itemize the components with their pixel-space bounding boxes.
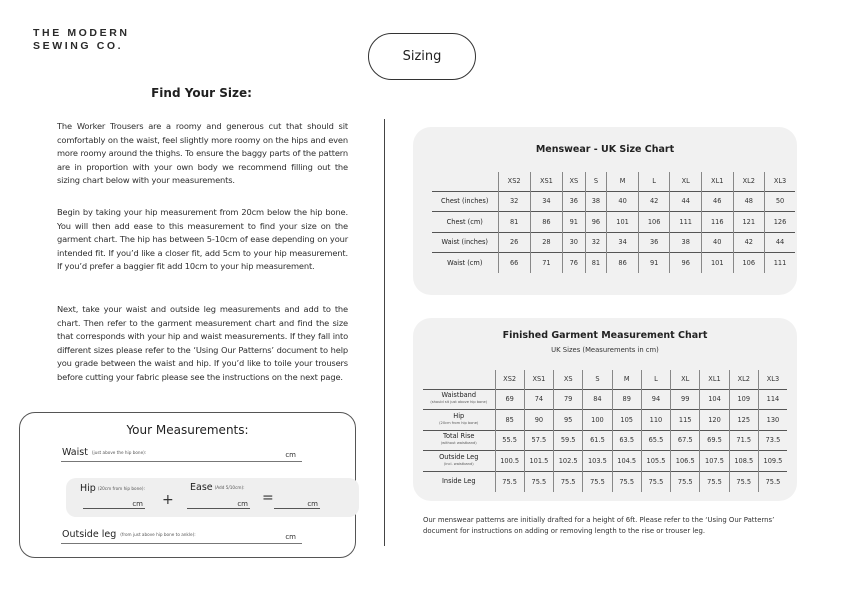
table-cell: 36 [563, 191, 586, 212]
size-header: M [607, 172, 639, 191]
table-cell: 103.5 [583, 451, 612, 472]
size-header: XL3 [765, 172, 795, 191]
table-row [432, 212, 795, 233]
table-cell: 57.5 [524, 430, 553, 451]
your-measurements-title: Your Measurements: [126, 423, 249, 437]
row-label-cell [432, 232, 498, 253]
table-cell: 65.5 [641, 430, 670, 451]
table-cell: 126 [765, 212, 795, 233]
table-row [423, 471, 787, 492]
table-row [423, 430, 787, 451]
table-cell: 96 [585, 212, 607, 233]
table-cell: 75.5 [495, 471, 524, 492]
row-label: Waist (cm) [447, 259, 483, 267]
table-cell: 86 [530, 212, 562, 233]
table-cell: 101 [701, 253, 733, 274]
outside-leg-measurement-field[interactable] [61, 528, 302, 544]
table-cell: 90 [524, 410, 553, 431]
table-cell: 75.5 [700, 471, 729, 492]
row-label-cell [432, 191, 498, 212]
outside-leg-note: (from just above hip bone to ankle): [120, 532, 196, 537]
waist-label: Waist [62, 447, 88, 458]
menswear-chart-title: Menswear - UK Size Chart [535, 144, 675, 155]
ease-unit: cm [237, 500, 248, 508]
hip-note: (20cm from hip bone): [97, 486, 145, 491]
row-note: (20cm from hip bone) [439, 420, 479, 425]
size-header: XS1 [524, 370, 553, 389]
hip-instructions-paragraph: Begin by taking your hip measurement from 20cm below the hip bone. You will then add ease to this measurement to find your size on the garment chart. The hip has between 5-10cm of ease depending on your intended fit. If you’d like a closer fit, add 5cm to your hip measurement. If you’d prefer a baggier fit add 10cm to your hip measurement. [57, 207, 348, 272]
table-cell: 120 [700, 410, 729, 431]
table-cell: 28 [530, 232, 562, 253]
table-cell: 106.5 [671, 451, 700, 472]
height-footnote: Our menswear patterns are initially drafted for a height of 6ft. Please refer to the ‘Using Our Patterns’ document for instructions on adding or removing length to the rise or trouser leg. [423, 516, 775, 535]
table-cell: 104.5 [612, 451, 641, 472]
size-header: M [612, 370, 641, 389]
row-label-cell [423, 410, 495, 431]
table-cell: 115 [671, 410, 700, 431]
table-cell: 66 [498, 253, 530, 274]
garment-measurement-table [423, 370, 787, 492]
table-cell: 94 [641, 389, 670, 410]
table-cell: 40 [607, 191, 639, 212]
table-cell: 100 [583, 410, 612, 431]
table-cell: 75.5 [524, 471, 553, 492]
table-cell: 111 [670, 212, 702, 233]
total-hip-field[interactable] [274, 499, 320, 509]
table-cell: 74 [524, 389, 553, 410]
table-cell: 75.5 [758, 471, 787, 492]
row-label-cell [432, 253, 498, 274]
table-cell: 46 [701, 191, 733, 212]
row-note: (should sit just above hip bone) [430, 400, 488, 405]
table-cell: 44 [670, 191, 702, 212]
row-label-cell [423, 430, 495, 451]
table-cell: 67.5 [671, 430, 700, 451]
row-label-cell [423, 471, 495, 492]
brand-logo [33, 27, 130, 53]
size-header: XS2 [498, 172, 530, 191]
table-cell: 50 [765, 191, 795, 212]
table-cell: 99 [671, 389, 700, 410]
waist-leg-instructions-paragraph: Next, take your waist and outside leg measurements and add to the chart. Then refer to the garment measurement chart and find the size that corresponds with your hip and waist measurements. If they fall into different sizes please refer to the ‘Using Our Patterns’ document to help you grade between the waist and hip. If you’d like to toile your trousers before cutting your fabric please see the instructions on the next page. [57, 304, 348, 382]
hip-unit: cm [132, 500, 143, 508]
table-cell: 30 [563, 232, 586, 253]
size-header: XS [554, 370, 583, 389]
table-cell: 75.5 [729, 471, 758, 492]
size-header: XS2 [495, 370, 524, 389]
table-cell: 73.5 [758, 430, 787, 451]
row-label: Waistband [441, 391, 477, 400]
table-cell: 76 [563, 253, 586, 274]
total-unit: cm [307, 500, 318, 508]
size-header: XL2 [733, 172, 765, 191]
plus-sign: + [162, 492, 174, 508]
garment-chart-title: Finished Garment Measurement Chart [502, 330, 708, 341]
waist-note: (just above the hip bone): [91, 450, 147, 455]
equals-sign: = [262, 490, 274, 506]
table-cell: 38 [585, 191, 607, 212]
size-header: XL [670, 172, 702, 191]
table-row [423, 389, 787, 410]
size-header-row [423, 370, 787, 389]
table-cell: 75.5 [583, 471, 612, 492]
size-header-row [432, 172, 795, 191]
size-header: S [583, 370, 612, 389]
brand-line-1: THE MODERN [33, 27, 130, 39]
table-cell: 32 [498, 191, 530, 212]
table-cell: 79 [554, 389, 583, 410]
table-cell: 107.5 [700, 451, 729, 472]
table-cell: 75.5 [612, 471, 641, 492]
table-row [432, 191, 795, 212]
outside-leg-label: Outside leg [62, 529, 117, 540]
find-your-size-heading: Find Your Size: [151, 86, 252, 100]
row-label: Hip [453, 411, 465, 420]
row-label: Total Rise [443, 432, 475, 441]
table-cell: 61.5 [583, 430, 612, 451]
section-label-sizing: Sizing [368, 33, 476, 80]
table-cell: 111 [765, 253, 795, 274]
table-cell: 130 [758, 410, 787, 431]
table-cell: 42 [638, 191, 670, 212]
table-cell: 55.5 [495, 430, 524, 451]
size-header: XL3 [758, 370, 787, 389]
table-cell: 101.5 [524, 451, 553, 472]
table-cell: 125 [729, 410, 758, 431]
intro-paragraph: The Worker Trousers are a roomy and generous cut that should sit comfortably on the waist, feel slightly more roomy on the hips and even more roomy around the thighs. To ensure the baggy parts of the pattern are in proportion with your own body we recommend filling out the sizing chart below with your measurements. [57, 121, 348, 186]
table-cell: 101 [607, 212, 639, 233]
table-cell: 91 [563, 212, 586, 233]
table-cell: 96 [670, 253, 702, 274]
table-cell: 102.5 [554, 451, 583, 472]
table-cell: 69.5 [700, 430, 729, 451]
size-header: L [641, 370, 670, 389]
table-cell: 100.5 [495, 451, 524, 472]
row-label: Inside Leg [441, 477, 476, 485]
size-header: XS [563, 172, 586, 191]
table-cell: 109.5 [758, 451, 787, 472]
ease-label: Ease [190, 482, 213, 493]
table-cell: 48 [733, 191, 765, 212]
table-cell: 104 [700, 389, 729, 410]
table-cell: 109 [729, 389, 758, 410]
row-label-cell [432, 212, 498, 233]
table-cell: 105.5 [641, 451, 670, 472]
row-label: Outside Leg [439, 452, 479, 461]
hip-measurement-field[interactable] [83, 499, 145, 509]
table-cell: 75.5 [641, 471, 670, 492]
brand-line-2: SEWING CO. [33, 40, 124, 52]
outside-leg-unit: cm [285, 533, 296, 541]
size-header: XL1 [701, 172, 733, 191]
table-cell: 81 [498, 212, 530, 233]
table-cell: 106 [638, 212, 670, 233]
table-cell: 95 [554, 410, 583, 431]
table-cell: 71 [530, 253, 562, 274]
table-cell: 114 [758, 389, 787, 410]
size-header: XS1 [530, 172, 562, 191]
table-cell: 89 [612, 389, 641, 410]
row-note: (incl. waistband) [443, 461, 474, 466]
size-header: XL1 [700, 370, 729, 389]
ease-note: (Add 5/10cm): [214, 485, 245, 490]
table-row [432, 253, 795, 274]
table-cell: 110 [641, 410, 670, 431]
table-cell: 32 [585, 232, 607, 253]
table-cell: 69 [495, 389, 524, 410]
table-cell: 116 [701, 212, 733, 233]
row-label-cell [423, 389, 495, 410]
table-cell: 44 [765, 232, 795, 253]
row-label: Waist (inches) [441, 238, 489, 247]
table-cell: 105 [612, 410, 641, 431]
table-cell: 85 [495, 410, 524, 431]
table-cell: 71.5 [729, 430, 758, 451]
hip-label: Hip [80, 483, 96, 494]
table-cell: 38 [670, 232, 702, 253]
table-cell: 106 [733, 253, 765, 274]
table-row [423, 451, 787, 472]
table-cell: 108.5 [729, 451, 758, 472]
menswear-size-table [432, 172, 795, 273]
row-note: (without waistband) [440, 441, 477, 446]
size-header: XL2 [729, 370, 758, 389]
waist-unit: cm [285, 451, 296, 459]
table-cell: 86 [607, 253, 639, 274]
size-header: S [585, 172, 607, 191]
garment-chart-subtitle: UK Sizes (Measurements in cm) [551, 346, 659, 354]
size-header: L [638, 172, 670, 191]
table-row [432, 232, 795, 253]
table-cell: 34 [607, 232, 639, 253]
size-header: XL [671, 370, 700, 389]
table-cell: 75.5 [671, 471, 700, 492]
row-label: Chest (cm) [446, 217, 483, 226]
row-label-cell [423, 451, 495, 472]
table-cell: 121 [733, 212, 765, 233]
table-cell: 36 [638, 232, 670, 253]
table-cell: 42 [733, 232, 765, 253]
table-cell: 81 [585, 253, 607, 274]
table-cell: 91 [638, 253, 670, 274]
row-label: Chest (inches) [441, 197, 489, 206]
table-cell: 40 [701, 232, 733, 253]
table-cell: 26 [498, 232, 530, 253]
table-cell: 63.5 [612, 430, 641, 451]
ease-measurement-field[interactable] [187, 499, 250, 509]
waist-measurement-field[interactable] [61, 446, 302, 462]
table-cell: 75.5 [554, 471, 583, 492]
column-divider [384, 119, 385, 546]
hip-ease-row [66, 478, 359, 517]
table-cell: 59.5 [554, 430, 583, 451]
table-cell: 84 [583, 389, 612, 410]
table-cell: 34 [530, 191, 562, 212]
table-row [423, 410, 787, 431]
